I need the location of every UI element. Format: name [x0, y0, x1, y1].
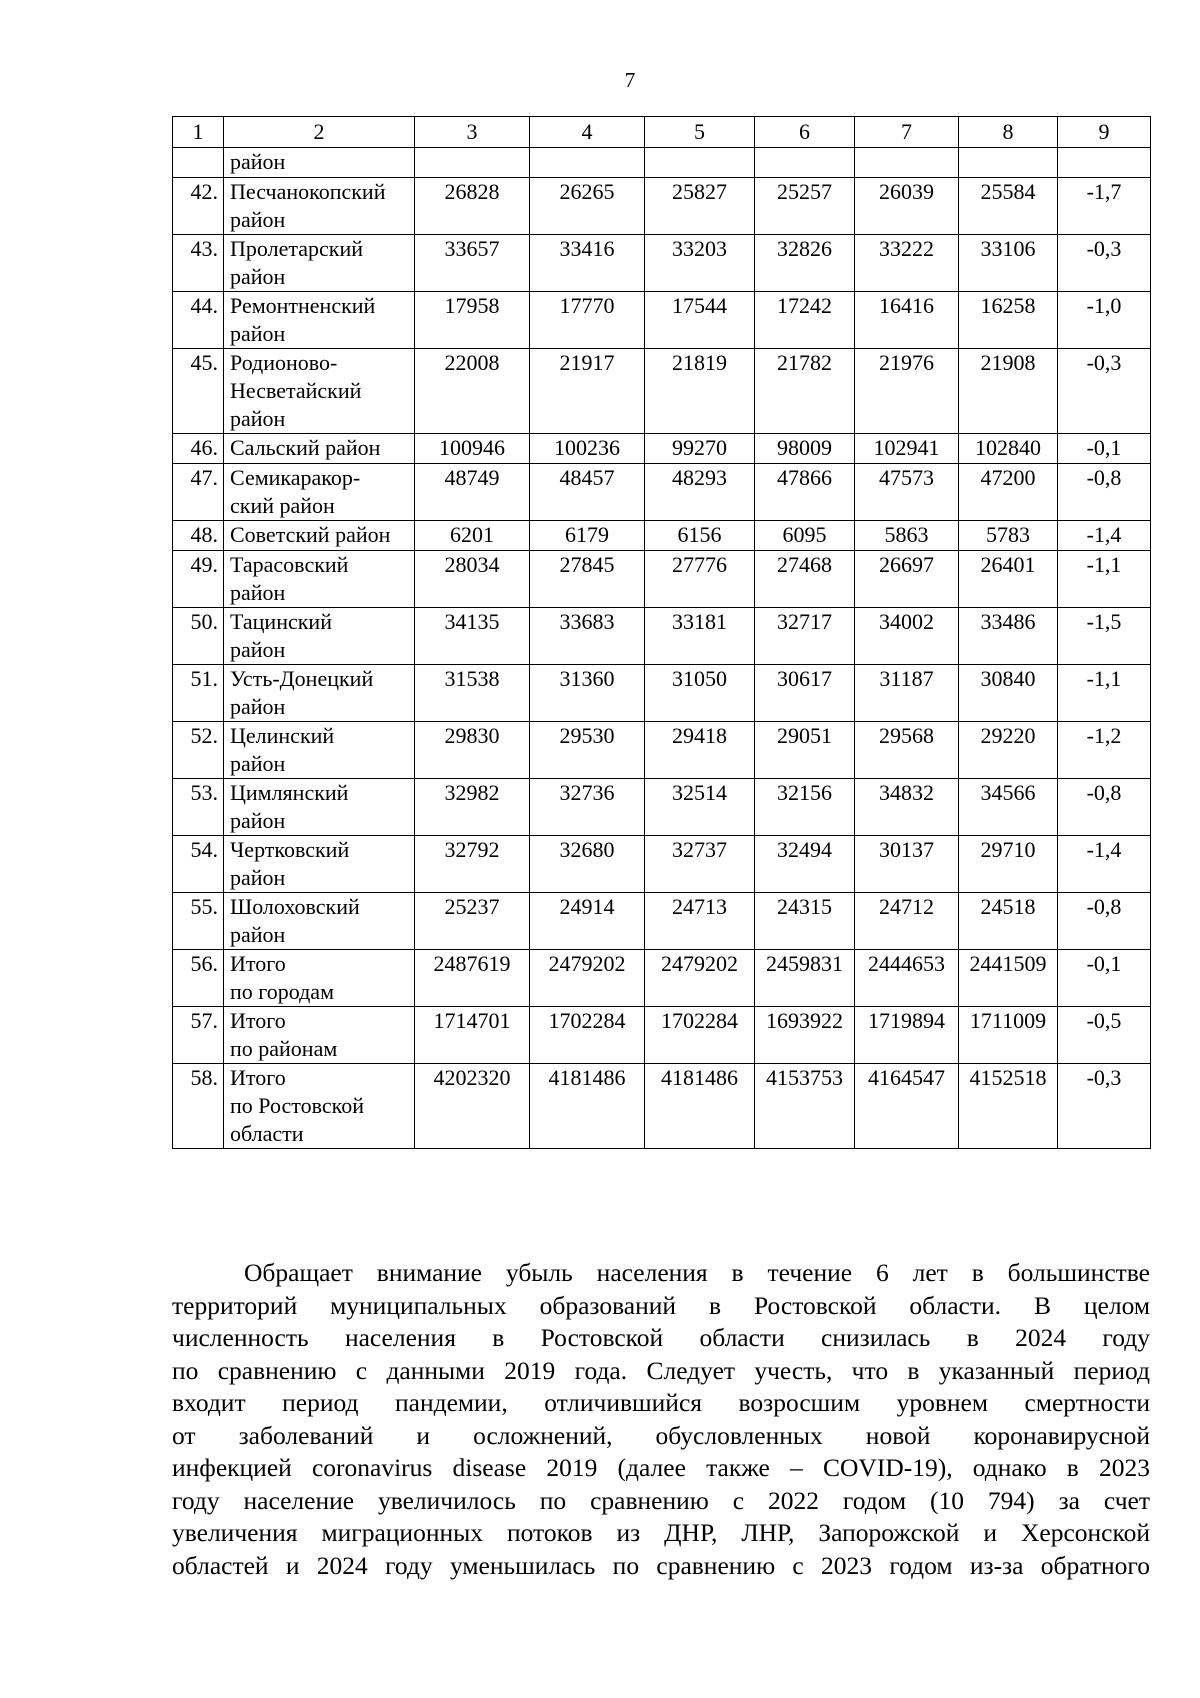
population-cell: 29530: [530, 722, 645, 779]
row-number: 46.: [173, 434, 224, 464]
paragraph-line: областей и 2024 году уменьшилась по сравнению с 2023 годом из-за обратного: [172, 1550, 1150, 1580]
row-number: 57.: [173, 1007, 224, 1064]
population-cell: 2441509: [959, 950, 1058, 1007]
population-cell: 2479202: [645, 950, 755, 1007]
district-name-line: Шолоховский: [230, 894, 360, 919]
population-cell: 24712: [855, 893, 959, 950]
population-cell: 2479202: [530, 950, 645, 1007]
table-row: [173, 608, 1151, 665]
population-cell: 25827: [645, 178, 755, 235]
district-name-line: район: [230, 321, 286, 346]
change-percent-cell: -1,5: [1058, 608, 1151, 665]
row-number: 47.: [173, 464, 224, 521]
population-cell: 32826: [755, 235, 855, 292]
population-cell: 5783: [959, 521, 1058, 551]
population-cell: 6201: [415, 521, 530, 551]
population-cell: 29418: [645, 722, 755, 779]
population-cell: 34002: [855, 608, 959, 665]
district-name: [224, 235, 415, 292]
table-row: [173, 349, 1151, 434]
population-cell: 24713: [645, 893, 755, 950]
population-cell: 33683: [530, 608, 645, 665]
population-cell: 32514: [645, 779, 755, 836]
population-cell: 24315: [755, 893, 855, 950]
change-percent-cell: -0,1: [1058, 434, 1151, 464]
row-number: 49.: [173, 551, 224, 608]
district-name-line: ский район: [230, 493, 335, 518]
population-cell: 21819: [645, 349, 755, 434]
header-cell: 8: [959, 117, 1058, 148]
district-name: [224, 950, 415, 1007]
header-cell: 7: [855, 117, 959, 148]
change-percent-cell: -1,1: [1058, 665, 1151, 722]
header-cell: 9: [1058, 117, 1151, 148]
change-percent-cell: -0,3: [1058, 1064, 1151, 1149]
row-number: 51.: [173, 665, 224, 722]
table-row: [173, 1007, 1151, 1064]
population-cell: 27776: [645, 551, 755, 608]
paragraph-line: входит период пандемии, отличившийся возросшим уровнем смертности: [172, 1388, 1150, 1417]
population-cell: 30840: [959, 665, 1058, 722]
district-name: [224, 349, 415, 434]
population-cell: 33181: [645, 608, 755, 665]
population-cell: 1714701: [415, 1007, 530, 1064]
population-cell: 2444653: [855, 950, 959, 1007]
district-name-line: Песчанокопский: [230, 179, 386, 204]
population-cell: 33416: [530, 235, 645, 292]
district-name-line: Родионово-: [230, 350, 338, 375]
paragraph-line: Обращает внимание убыль населения в течение 6 лет в большинстве: [244, 1258, 1150, 1287]
population-cell: [530, 148, 645, 178]
district-name-line: Чертковский: [230, 837, 350, 862]
population-cell: 25257: [755, 178, 855, 235]
district-name-line: Целинский: [230, 723, 335, 748]
change-percent-cell: -0,5: [1058, 1007, 1151, 1064]
population-cell: 4202320: [415, 1064, 530, 1149]
population-cell: 31187: [855, 665, 959, 722]
row-number: 45.: [173, 349, 224, 434]
paragraph-line: инфекцией coronavirus disease 2019 (далее также – COVID-19), однако в 2023: [172, 1453, 1150, 1482]
paragraph-line: увеличения миграционных потоков из ДНР, ЛНР, Запорожской и Херсонской: [172, 1518, 1150, 1547]
population-cell: 32737: [645, 836, 755, 893]
population-cell: 26828: [415, 178, 530, 235]
district-name-line: Тарасовский: [230, 552, 349, 577]
population-table: [172, 116, 1151, 1149]
table-body: [173, 117, 1151, 1149]
population-cell: 48457: [530, 464, 645, 521]
district-name: [224, 722, 415, 779]
paragraph-line: по сравнению с данными 2019 года. Следует учесть, что в указанный период: [172, 1355, 1150, 1385]
row-number: 48.: [173, 521, 224, 551]
population-cell: 26697: [855, 551, 959, 608]
table-row: [173, 950, 1151, 1007]
district-name-line: Тацинский: [230, 609, 332, 634]
row-number: 56.: [173, 950, 224, 1007]
district-name-line: Ремонтненский: [230, 293, 376, 318]
change-percent-cell: -0,8: [1058, 779, 1151, 836]
population-cell: 47200: [959, 464, 1058, 521]
population-cell: [959, 148, 1058, 178]
population-cell: 29220: [959, 722, 1058, 779]
population-cell: 6095: [755, 521, 855, 551]
row-number: 53.: [173, 779, 224, 836]
population-cell: 25237: [415, 893, 530, 950]
table-row: [173, 178, 1151, 235]
district-name-line: Семикаракор-: [230, 465, 361, 490]
page-number: 7: [624, 68, 636, 92]
population-cell: 4164547: [855, 1064, 959, 1149]
population-cell: 21917: [530, 349, 645, 434]
row-number: 42.: [173, 178, 224, 235]
district-name-line: по городам: [230, 979, 334, 1004]
district-name-line: район: [230, 207, 286, 232]
table-row: [173, 665, 1151, 722]
paragraph-line: году население увеличилось по сравнению с 2022 годом (10 794) за счет: [172, 1485, 1150, 1515]
population-cell: 33222: [855, 235, 959, 292]
header-cell: 2: [224, 117, 415, 148]
population-cell: 34135: [415, 608, 530, 665]
district-name: [224, 1064, 415, 1149]
table-header-row: [173, 117, 1151, 148]
district-name-line: по Ростовской: [230, 1093, 364, 1118]
population-cell: 30137: [855, 836, 959, 893]
population-cell: 2459831: [755, 950, 855, 1007]
header-cell: 5: [645, 117, 755, 148]
row-number: [173, 148, 224, 178]
population-cell: 4181486: [645, 1064, 755, 1149]
population-cell: 29710: [959, 836, 1058, 893]
district-name-line: район: [230, 694, 286, 719]
population-cell: 17242: [755, 292, 855, 349]
change-percent-cell: -0,1: [1058, 950, 1151, 1007]
population-cell: 34566: [959, 779, 1058, 836]
population-cell: 17770: [530, 292, 645, 349]
district-name-line: район: [230, 264, 286, 289]
header-cell: 1: [173, 117, 224, 148]
population-cell: 33106: [959, 235, 1058, 292]
population-cell: 29830: [415, 722, 530, 779]
change-percent-cell: -0,3: [1058, 349, 1151, 434]
table-row: [173, 779, 1151, 836]
population-cell: 32680: [530, 836, 645, 893]
population-cell: 32736: [530, 779, 645, 836]
district-name-line: по районам: [230, 1036, 338, 1061]
body-paragraph: [172, 1257, 1150, 1582]
table-row: [173, 292, 1151, 349]
district-name-line: район: [230, 406, 286, 431]
population-cell: 1693922: [755, 1007, 855, 1064]
row-number: 52.: [173, 722, 224, 779]
district-name-line: Итого: [230, 951, 286, 976]
population-cell: 33203: [645, 235, 755, 292]
population-cell: 5863: [855, 521, 959, 551]
population-cell: 21908: [959, 349, 1058, 434]
table-row: [173, 464, 1151, 521]
population-cell: 32982: [415, 779, 530, 836]
district-name: [224, 434, 415, 464]
population-cell: 100946: [415, 434, 530, 464]
population-cell: 48749: [415, 464, 530, 521]
district-name-line: район: [230, 580, 286, 605]
district-name-line: район: [230, 751, 286, 776]
district-name: [224, 665, 415, 722]
population-cell: 16416: [855, 292, 959, 349]
district-name-line: район: [230, 637, 286, 662]
table-row: [173, 434, 1151, 464]
population-cell: 33657: [415, 235, 530, 292]
district-name: [224, 608, 415, 665]
population-cell: 6179: [530, 521, 645, 551]
population-cell: 27845: [530, 551, 645, 608]
change-percent-cell: -1,4: [1058, 521, 1151, 551]
population-cell: 32717: [755, 608, 855, 665]
district-name: [224, 178, 415, 235]
population-cell: 32494: [755, 836, 855, 893]
table-row: [173, 836, 1151, 893]
district-name-line: Итого: [230, 1008, 286, 1033]
row-number: 58.: [173, 1064, 224, 1149]
change-percent-cell: -1,7: [1058, 178, 1151, 235]
district-name-line: Итого: [230, 1065, 286, 1090]
district-name-line: район: [230, 808, 286, 833]
population-cell: 22008: [415, 349, 530, 434]
row-number: 55.: [173, 893, 224, 950]
district-name-line: район: [230, 149, 286, 174]
population-cell: 1702284: [645, 1007, 755, 1064]
header-cell: 4: [530, 117, 645, 148]
population-cell: 34832: [855, 779, 959, 836]
population-cell: 99270: [645, 434, 755, 464]
population-cell: 4153753: [755, 1064, 855, 1149]
change-percent-cell: -1,4: [1058, 836, 1151, 893]
row-number: 50.: [173, 608, 224, 665]
header-cell: 6: [755, 117, 855, 148]
population-cell: 17544: [645, 292, 755, 349]
population-cell: 27468: [755, 551, 855, 608]
table-row: [173, 722, 1151, 779]
row-number: 44.: [173, 292, 224, 349]
population-cell: 29568: [855, 722, 959, 779]
population-cell: 26039: [855, 178, 959, 235]
change-percent-cell: -0,8: [1058, 893, 1151, 950]
table-row: [173, 551, 1151, 608]
population-cell: 16258: [959, 292, 1058, 349]
change-percent-cell: -1,2: [1058, 722, 1151, 779]
population-cell: 102840: [959, 434, 1058, 464]
population-cell: 26401: [959, 551, 1058, 608]
population-cell: [855, 148, 959, 178]
paragraph-line: территорий муниципальных образований в Ростовской области. В целом: [172, 1290, 1150, 1320]
table-row: [173, 893, 1151, 950]
population-cell: 98009: [755, 434, 855, 464]
district-name: [224, 836, 415, 893]
population-cell: [415, 148, 530, 178]
district-name-line: Пролетарский: [230, 236, 363, 261]
population-cell: 25584: [959, 178, 1058, 235]
row-number: 43.: [173, 235, 224, 292]
change-percent-cell: -1,0: [1058, 292, 1151, 349]
population-cell: 32792: [415, 836, 530, 893]
change-percent-cell: [1058, 148, 1151, 178]
population-cell: 24518: [959, 893, 1058, 950]
population-cell: 31360: [530, 665, 645, 722]
population-cell: 4152518: [959, 1064, 1058, 1149]
table-row: [173, 521, 1151, 551]
population-cell: 21976: [855, 349, 959, 434]
district-name: [224, 292, 415, 349]
district-name-line: район: [230, 922, 286, 947]
district-name: [224, 1007, 415, 1064]
paragraph-line: численность населения в Ростовской области снизилась в 2024 году: [172, 1323, 1150, 1352]
population-cell: 102941: [855, 434, 959, 464]
population-cell: 17958: [415, 292, 530, 349]
population-cell: 31538: [415, 665, 530, 722]
population-cell: 24914: [530, 893, 645, 950]
district-name: [224, 464, 415, 521]
district-name: [224, 893, 415, 950]
district-name-line: Сальский район: [230, 435, 381, 460]
population-cell: 33486: [959, 608, 1058, 665]
population-cell: 6156: [645, 521, 755, 551]
population-cell: 1711009: [959, 1007, 1058, 1064]
table-row: [173, 235, 1151, 292]
district-name-line: Цимлянский: [230, 780, 349, 805]
change-percent-cell: -1,1: [1058, 551, 1151, 608]
population-cell: [645, 148, 755, 178]
district-name: [224, 551, 415, 608]
population-cell: 21782: [755, 349, 855, 434]
population-cell: 2487619: [415, 950, 530, 1007]
paragraph-line: от заболеваний и осложнений, обусловленных новой коронавирусной: [172, 1420, 1150, 1450]
district-name-line: район: [230, 865, 286, 890]
change-percent-cell: -0,3: [1058, 235, 1151, 292]
district-name-line: Советский район: [230, 522, 391, 547]
district-name: [224, 521, 415, 551]
table-row: [173, 148, 1151, 178]
district-name-line: области: [230, 1121, 304, 1146]
population-cell: 47866: [755, 464, 855, 521]
population-cell: 100236: [530, 434, 645, 464]
population-cell: 47573: [855, 464, 959, 521]
table-row: [173, 1064, 1151, 1149]
district-name-line: Усть-Донецкий: [230, 666, 374, 691]
row-number: 54.: [173, 836, 224, 893]
population-cell: [755, 148, 855, 178]
population-cell: 1702284: [530, 1007, 645, 1064]
population-cell: 31050: [645, 665, 755, 722]
district-name: [224, 148, 415, 178]
change-percent-cell: -0,8: [1058, 464, 1151, 521]
population-cell: 29051: [755, 722, 855, 779]
population-cell: 32156: [755, 779, 855, 836]
population-cell: 1719894: [855, 1007, 959, 1064]
header-cell: 3: [415, 117, 530, 148]
population-cell: 30617: [755, 665, 855, 722]
population-cell: 4181486: [530, 1064, 645, 1149]
district-name-line: Несветайский: [230, 378, 362, 403]
population-cell: 48293: [645, 464, 755, 521]
population-cell: 26265: [530, 178, 645, 235]
district-name: [224, 779, 415, 836]
population-cell: 28034: [415, 551, 530, 608]
